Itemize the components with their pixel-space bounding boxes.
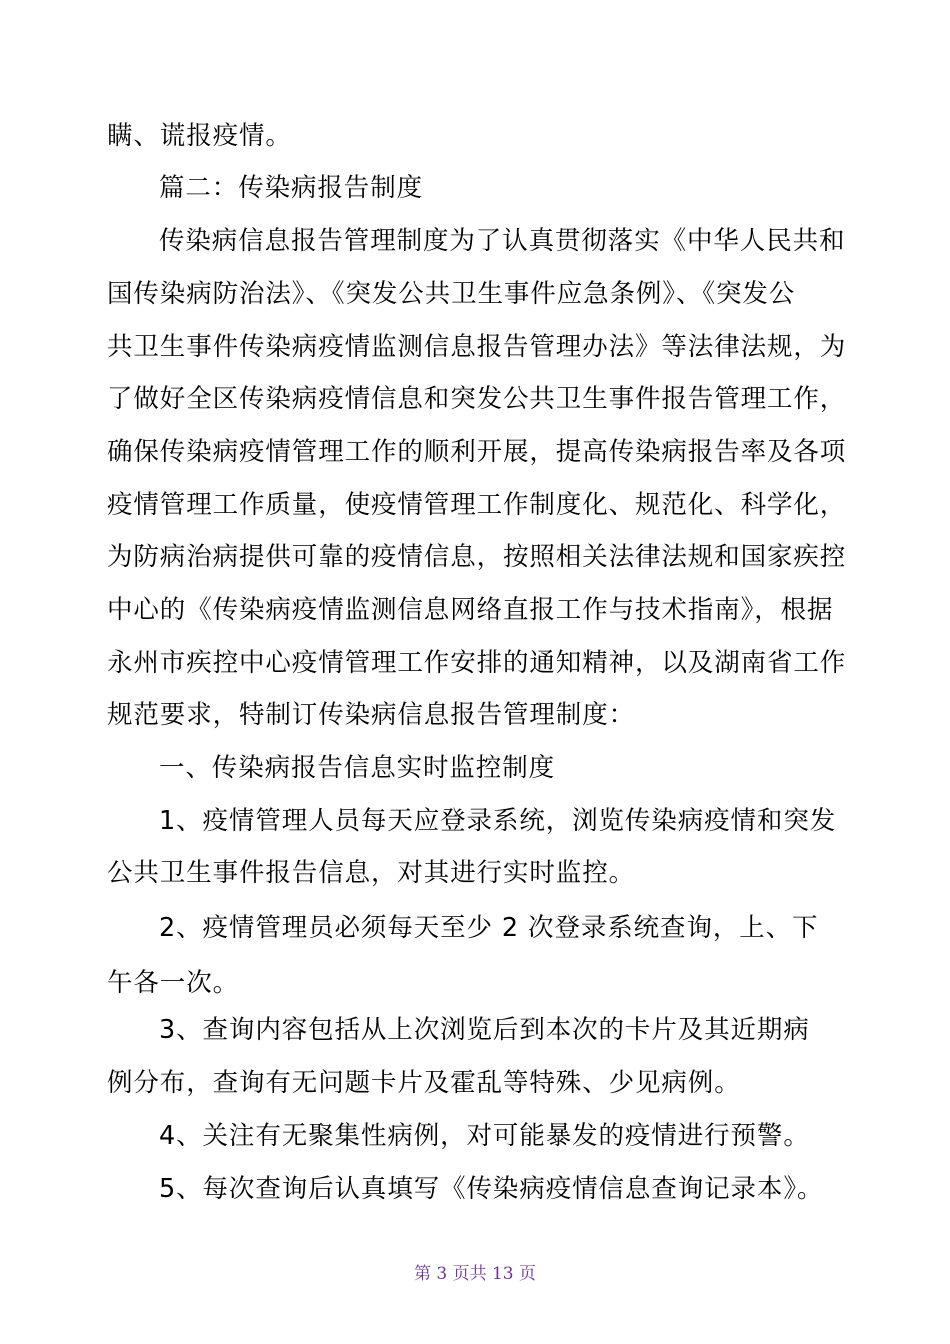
text-line: 中心的《传染病疫情监测信息网络直报工作与技术指南》，根据 [107, 595, 834, 625]
text-line: 疫情管理工作质量，使疫情管理工作制度化、规范化、科学化， [107, 490, 847, 520]
section-heading: 篇二：传染病报告制度 [159, 173, 424, 203]
text-line: 午各一次。 [107, 968, 240, 998]
subsection-heading: 一、传染病报告信息实时监控制度 [159, 753, 556, 783]
text-line: 规范要求，特制订传染病信息报告管理制度： [107, 700, 636, 730]
text-line: 3、查询内容包括从上次浏览后到本次的卡片及其近期病 [159, 1015, 810, 1045]
text-line: 共卫生事件传染病疫情监测信息报告管理办法》等法律法规，为 [107, 332, 847, 362]
text-line: 2、疫情管理员必须每天至少 2 次登录系统查询，上、下 [159, 913, 819, 943]
text-line: 1、疫情管理人员每天应登录系统，浏览传染病疫情和突发 [159, 806, 837, 836]
text-line: 瞒、谎报疫情。 [107, 121, 292, 151]
text-line: 国传染病防治法》、《突发公共卫生事件应急条例》、《突发公 [107, 279, 796, 309]
text-line: 了做好全区传染病疫情信息和突发公共卫生事件报告管理工作， [107, 384, 847, 414]
text-line: 为防病治病提供可靠的疫情信息，按照相关法律法规和国家疾控 [107, 542, 847, 572]
text-line: 永州市疾控中心疫情管理工作安排的通知精神，以及湖南省工作 [107, 648, 847, 678]
text-line: 例分布，查询有无问题卡片及霍乱等特殊、少见病例。 [107, 1068, 741, 1098]
text-line: 确保传染病疫情管理工作的顺利开展，提高传染病报告率及各项 [107, 437, 847, 467]
text-line: 4、关注有无聚集性病例，对可能暴发的疫情进行预警。 [159, 1121, 810, 1151]
text-line: 5、每次查询后认真填写《传染病疫情信息查询记录本》。 [159, 1174, 824, 1204]
text-line: 公共卫生事件报告信息，对其进行实时监控。 [107, 858, 636, 888]
text-line: 传染病信息报告管理制度为了认真贯彻落实《中华人民共和 [159, 226, 846, 256]
page-number-footer: 第 3 页共 13 页 [413, 1264, 537, 1284]
